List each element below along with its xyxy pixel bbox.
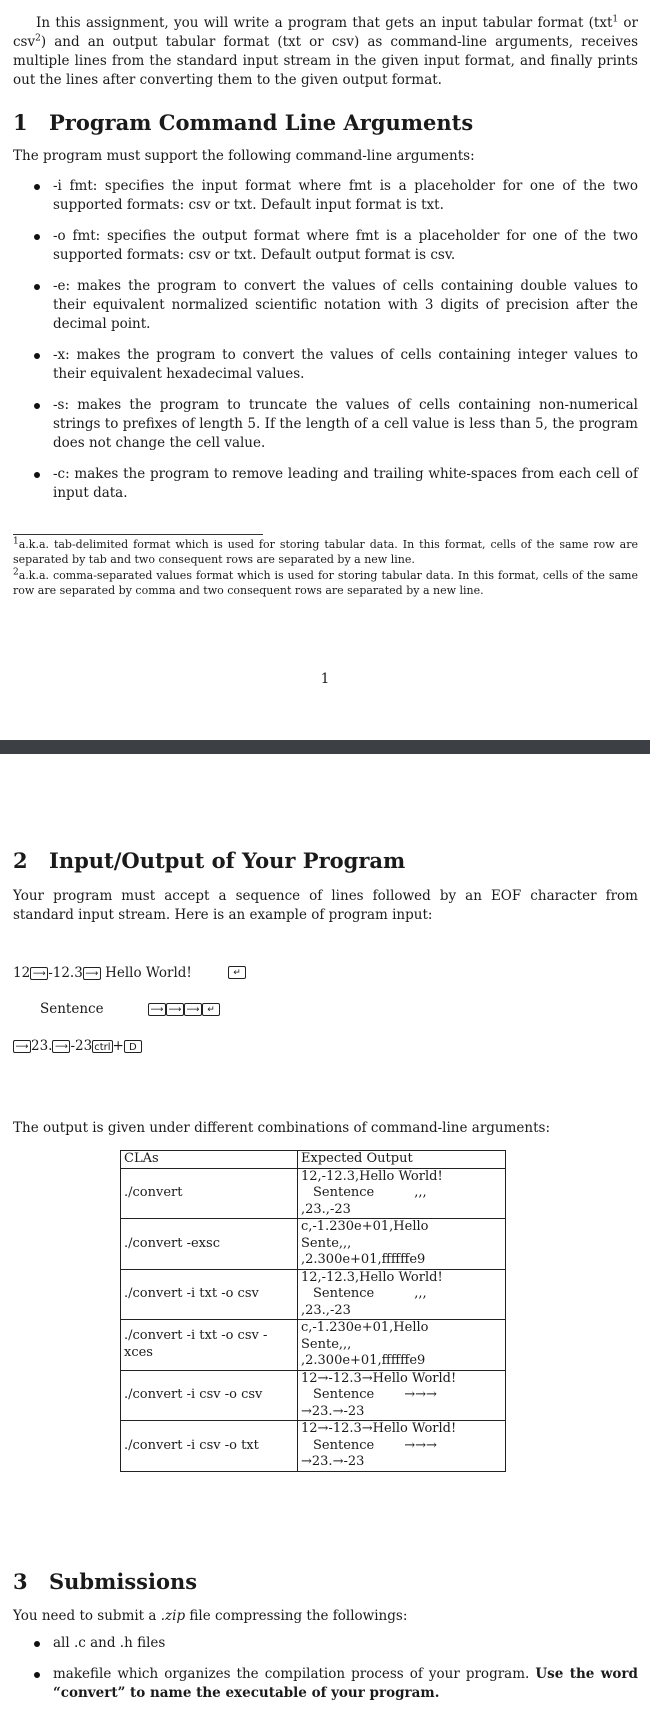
bullet-icon xyxy=(34,284,40,290)
cla-item-o: -o fmt: specifies the output format where fmt is a placeholder for one of the two supported formats: csv or txt. Default output format is csv. xyxy=(34,227,638,265)
output-table xyxy=(120,1150,506,1472)
table-row xyxy=(121,1320,506,1371)
section-title: Program Command Line Arguments xyxy=(49,110,474,135)
output-cell: 12→-12.3→Hello World! Sentence →→→ →23.→-23 xyxy=(298,1421,506,1472)
cla-cell: ./convert -i txt -o csv -xces xyxy=(121,1320,298,1371)
table-row xyxy=(121,1421,506,1472)
bullet-icon xyxy=(34,1641,40,1647)
section-1-heading xyxy=(13,110,473,136)
section-3-lead: You need to submit a .zip file compressing the followings: xyxy=(13,1608,408,1624)
submission-item: all .c and .h files xyxy=(34,1634,638,1653)
intro-text-2: or csv xyxy=(13,15,639,50)
tab-key-icon: ⟶ xyxy=(184,1003,202,1016)
section-2-lead: Your program must accept a sequence of lines followed by an EOF character from standard input stream. Here is an example of program input: xyxy=(13,888,638,923)
table-row xyxy=(121,1269,506,1320)
output-cell: c,-1.230e+01,Hello Sente,,, ,2.300e+01,ffffffe9 xyxy=(298,1320,506,1371)
footnote-mark-2: 2 xyxy=(35,33,41,44)
cla-cell: ./convert -i csv -o csv xyxy=(121,1370,298,1421)
bullet-icon xyxy=(34,353,40,359)
input-line-3: ⟶ 23. ⟶ -23 ctrl + D xyxy=(13,1037,142,1056)
output-cell: 12,-12.3,Hello World! Sentence ,,, ,23.,-23 xyxy=(298,1269,506,1320)
bullet-icon xyxy=(34,234,40,240)
table-header-row xyxy=(121,1151,506,1169)
cla-cell: ./convert -i txt -o csv xyxy=(121,1269,298,1320)
table-row xyxy=(121,1370,506,1421)
submission-item: makefile which organizes the compilation process of your program. Use the word “convert” to name the executable of your program. xyxy=(34,1665,638,1703)
d-key: D xyxy=(124,1040,142,1053)
cla-cell: ./convert xyxy=(121,1168,298,1219)
section-1-lead: The program must support the following command-line arguments: xyxy=(13,148,475,164)
section-number: 1 xyxy=(13,110,28,135)
footnote-2: $^2$a.k.a. comma-separated values format which is used for storing tabular data. In this format, cells of the same row are separated by comma and two consequent rows are separated by a new line. xyxy=(13,567,638,597)
footnote-mark-1: 1 xyxy=(612,14,619,25)
enter-key-icon: ↵ xyxy=(228,966,246,979)
input-line-2-keys xyxy=(148,1000,220,1019)
output-cell: 12,-12.3,Hello World! Sentence ,,, ,23.,-23 xyxy=(298,1168,506,1219)
cla-item-c: -c: makes the program to remove leading and trailing white-spaces from each cell of input data. xyxy=(34,465,638,503)
section-2-heading: 2 Input/Output of Your Program xyxy=(13,848,406,873)
cla-item-x: -x: makes the program to convert the values of cells containing integer values to their equivalent hexadecimal values. xyxy=(34,346,638,384)
cla-item-i: -i fmt: specifies the input format where fmt is a placeholder for one of the two supported formats: csv or txt. Default input format is txt. xyxy=(34,177,638,215)
header-expected-output: Expected Output xyxy=(298,1151,506,1169)
tab-key-icon: ⟶ xyxy=(13,1040,31,1053)
cla-list xyxy=(34,177,638,515)
ctrl-key: ctrl xyxy=(94,1042,111,1053)
bullet-icon xyxy=(34,403,40,409)
submission-list xyxy=(34,1634,638,1715)
table-row xyxy=(121,1219,506,1270)
bullet-icon xyxy=(34,1672,40,1678)
page-1 xyxy=(0,0,650,740)
cla-cell: ./convert -i csv -o txt xyxy=(121,1421,298,1472)
intro-paragraph xyxy=(13,14,638,90)
footnote-1: $^1$a.k.a. tab-delimited format which is used for storing tabular data. In this format, cells of the same row are separated by tab and two consequent rows are separated by a new line. xyxy=(13,536,638,566)
cla-item-e: -e: makes the program to convert the values of cells containing double values to their equivalent normalized scientific notation with 3 digits of precision after the decimal point. xyxy=(34,277,638,334)
bullet-icon xyxy=(34,184,40,190)
cla-item-s: -s: makes the program to truncate the values of cells containing non-numerical strings to prefixes of length 5. If the length of a cell value is less than 5, the program does not change the cell value. xyxy=(34,396,638,453)
tab-key-icon: ⟶ xyxy=(166,1003,184,1016)
page-number: 1 xyxy=(320,671,330,687)
table-row xyxy=(121,1168,506,1219)
output-cell: c,-1.230e+01,Hello Sente,,, ,2.300e+01,ffffffe9 xyxy=(298,1219,506,1270)
tab-key-icon: ⟶ xyxy=(52,1040,70,1053)
tab-key-icon: ⟶ xyxy=(30,967,48,980)
intro-text-3: ) and an output tabular format (txt or csv) as command-line arguments, receives multiple lines from the standard input stream in the given input format, and finally prints out the lines after converting them to the given output format. xyxy=(13,34,638,88)
intro-text-1: In this assignment, you will write a program that gets an input tabular format (txt xyxy=(36,15,613,31)
input-line-1: 12 ⟶ -12.3 ⟶ Hello World! xyxy=(13,965,192,981)
page-separator xyxy=(0,740,650,754)
output-cell: 12→-12.3→Hello World! Sentence →→→ →23.→-23 xyxy=(298,1370,506,1421)
header-clas: CLAs xyxy=(121,1151,298,1169)
bullet-icon xyxy=(34,472,40,478)
page-2 xyxy=(0,754,650,1716)
tab-key-icon: ⟶ xyxy=(148,1003,166,1016)
enter-key-icon: ↵ xyxy=(202,1003,220,1016)
cla-cell: ./convert -exsc xyxy=(121,1219,298,1270)
output-lead: The output is given under different combinations of command-line arguments: xyxy=(13,1120,551,1136)
section-3-heading: 3 Submissions xyxy=(13,1569,198,1594)
footnote-rule xyxy=(13,534,263,535)
input-line-2: Sentence xyxy=(40,1001,104,1017)
tab-key-icon: ⟶ xyxy=(83,967,101,980)
